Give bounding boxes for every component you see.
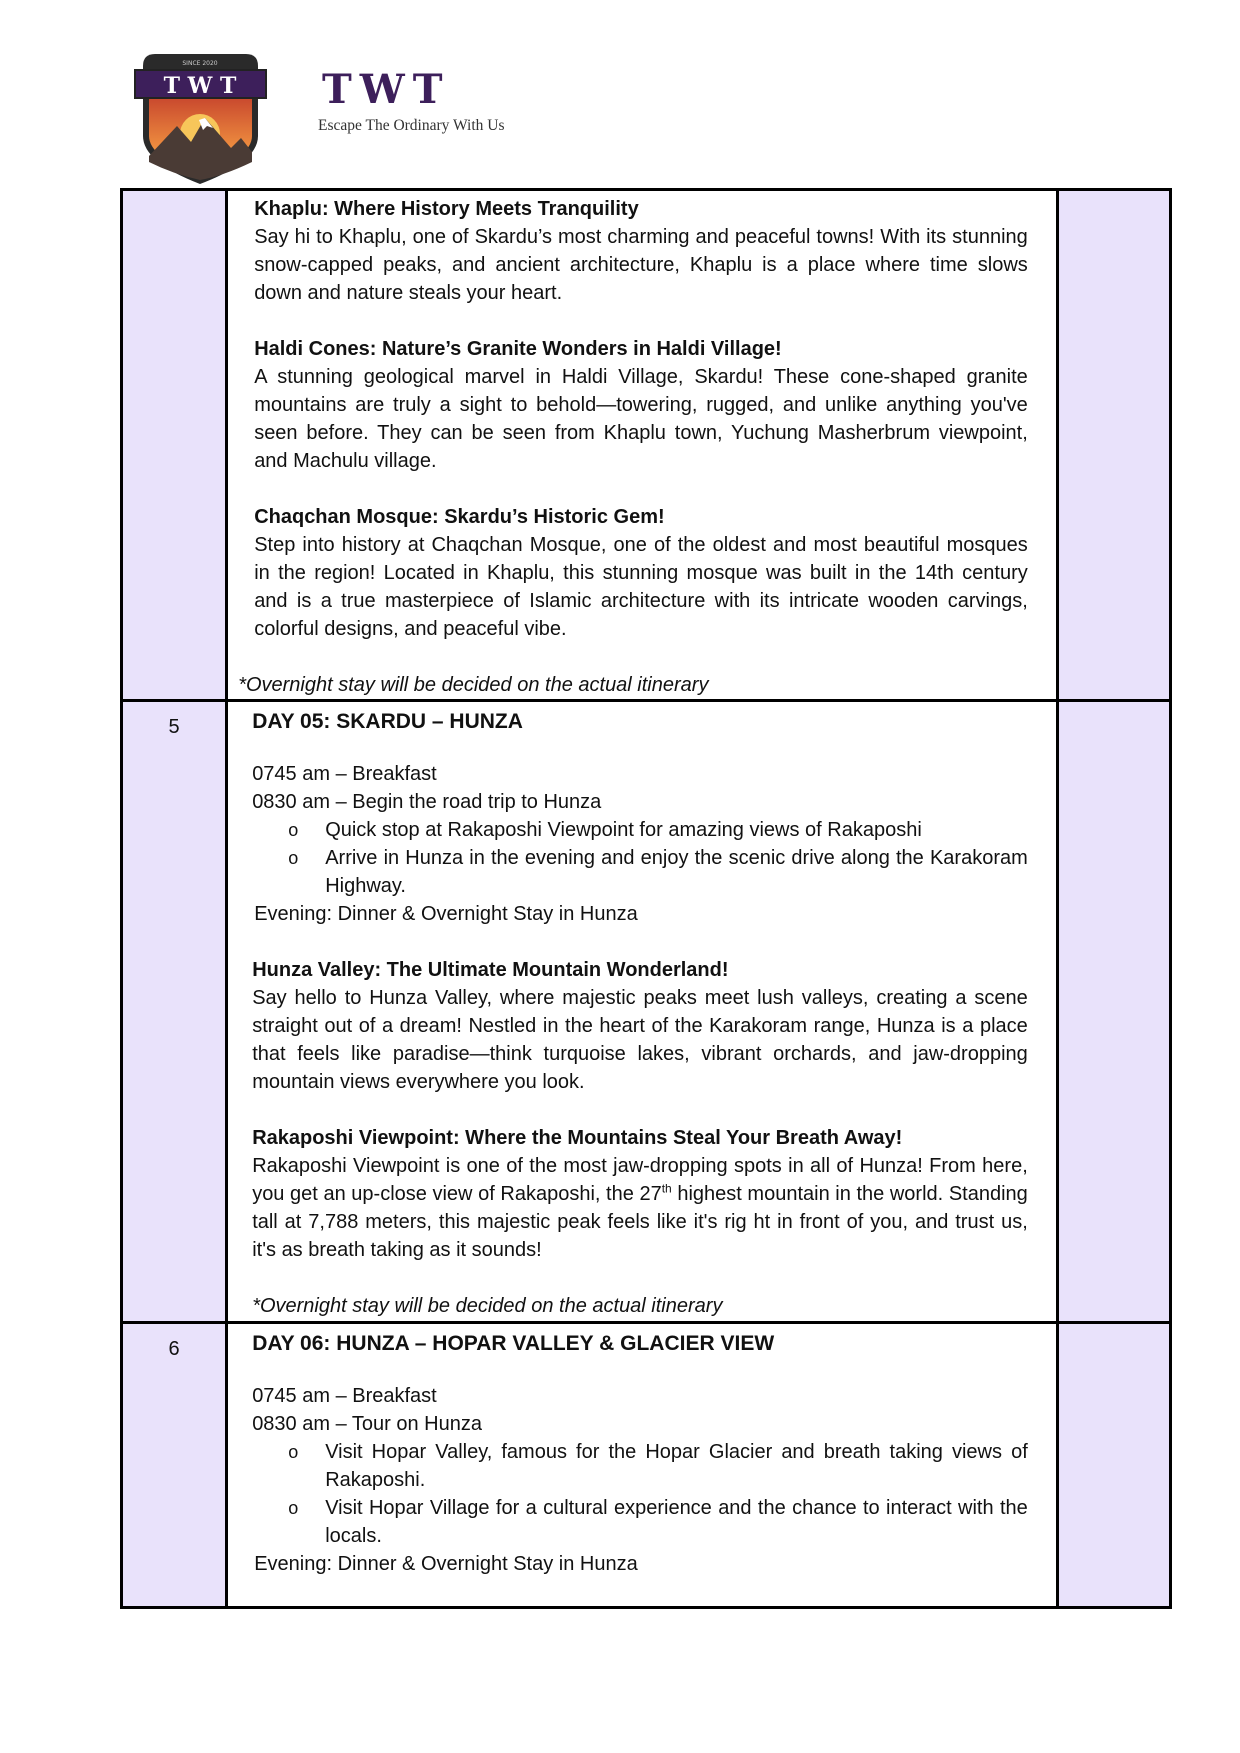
- section-heading: Hunza Valley: The Ultimate Mountain Wonderland!: [252, 959, 729, 981]
- section-text: Step into history at Chaqchan Mosque, one of the oldest and most beautiful mosques in the region! Located in Khaplu, this stunning mosque was built in the 14th century and is a true masterpiece of Islamic architecture with its intricate wooden carvings, colorful designs, and peaceful vibe.: [254, 534, 1028, 640]
- list-item: o Quick stop at Rakaposhi Viewpoint for amazing views of Rakaposhi: [325, 816, 1028, 844]
- page-header: [0, 0, 1240, 190]
- twt-logo-shield-icon: [133, 52, 268, 187]
- section-heading: Haldi Cones: Nature’s Granite Wonders in Haldi Village!: [254, 338, 782, 360]
- day-content-cell: [227, 701, 1058, 1323]
- day-content-cell: [227, 1323, 1058, 1608]
- day-number: 6: [168, 1338, 180, 1360]
- day-content-cell: [227, 190, 1058, 701]
- schedule-item: 0830 am – Tour on Hunza: [252, 1413, 482, 1435]
- list-item: o Visit Hopar Village for a cultural experience and the chance to interact with the locals.: [325, 1494, 1028, 1550]
- logo-letters: T W T: [163, 73, 237, 99]
- section-text: Say hi to Khaplu, one of Skardu’s most charming and peaceful towns! With its stunning snow-capped peaks, and ancient architecture, Khaplu is a place where time slows down and nature steals your heart.: [254, 226, 1028, 304]
- table-row: [122, 190, 1171, 701]
- section-text: [252, 1152, 1028, 1264]
- section-text: A stunning geological marvel in Haldi Village, Skardu! These cone-shaped granite mountains are truly a sight to behold—towering, rugged, and unlike anything you've seen before. They can be seen from Khaplu town, Yuchung Masherbrum viewpoint, and Machulu village.: [254, 366, 1028, 472]
- section-heading: Chaqchan Mosque: Skardu’s Historic Gem!: [254, 506, 665, 528]
- section-text-part: Rakaposhi Viewpoint is one of the most jaw-dropping spots in all of Hunza! From here, you get an up-close view of Rakaposhi, the 27: [252, 1155, 1028, 1205]
- schedule-item: 0830 am – Begin the road trip to Hunza: [252, 791, 602, 813]
- overnight-note: *Overnight stay will be decided on the actual itinerary: [238, 674, 709, 696]
- day-number-cell: [122, 190, 227, 701]
- evening-plan: Evening: Dinner & Overnight Stay in Hunza: [254, 1553, 638, 1575]
- activity-list: [252, 816, 1028, 900]
- section-heading: Khaplu: Where History Meets Tranquility: [254, 198, 639, 220]
- day-number-cell: [122, 701, 227, 1323]
- schedule-item: 0745 am – Breakfast: [252, 1385, 437, 1407]
- logo-since: SINCE 2020: [182, 60, 218, 67]
- list-item: o Arrive in Hunza in the evening and enjoy the scenic drive along the Karakoram Highway.: [325, 844, 1028, 900]
- brand-tagline: Escape The Ordinary With Us: [318, 117, 505, 134]
- day-title: DAY 05: SKARDU – HUNZA: [252, 710, 523, 733]
- section-text: Say hello to Hunza Valley, where majestic peaks meet lush valleys, creating a scene straight out of a dream! Nestled in the heart of the Karakoram range, Hunza is a place that feels like paradise—think turquoise lakes, vibrant orchards, and jaw-dropping mountain views everywhere you look.: [252, 987, 1028, 1093]
- activity-list: [252, 1438, 1028, 1550]
- remarks-cell: [1057, 701, 1170, 1323]
- overnight-note: *Overnight stay will be decided on the actual itinerary: [252, 1295, 723, 1317]
- brand-name: TWT: [322, 66, 451, 113]
- schedule-item: 0745 am – Breakfast: [252, 763, 437, 785]
- evening-plan: Evening: Dinner & Overnight Stay in Hunza: [254, 903, 638, 925]
- day-title: DAY 06: HUNZA – HOPAR VALLEY & GLACIER VIEW: [252, 1332, 775, 1355]
- section-text-part: highest mountain in the world. Standing tall at 7,788 meters, this majestic peak feels like it's rig ht in front of you, and trust us, it's as breath taking as it sounds!: [252, 1183, 1028, 1261]
- table-row: [122, 1323, 1171, 1608]
- remarks-cell: [1057, 190, 1170, 701]
- remarks-cell: [1057, 1323, 1170, 1608]
- section-heading: Rakaposhi Viewpoint: Where the Mountains Steal Your Breath Away!: [252, 1127, 903, 1149]
- day-number: 5: [168, 716, 180, 738]
- table-row: [122, 701, 1171, 1323]
- list-item: o Visit Hopar Valley, famous for the Hopar Glacier and breath taking views of Rakaposhi.: [325, 1438, 1028, 1494]
- itinerary-table: [120, 188, 1172, 1609]
- day-number-cell: [122, 1323, 227, 1608]
- ordinal-suffix: th: [661, 1181, 672, 1196]
